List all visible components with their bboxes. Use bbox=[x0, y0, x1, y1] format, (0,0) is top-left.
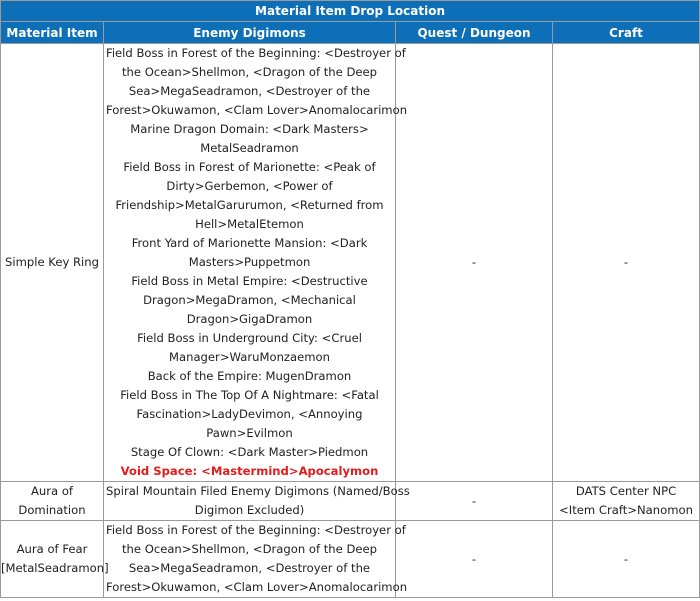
header-enemy-digimons: Enemy Digimons bbox=[104, 22, 396, 44]
enemy-line: the Ocean>Shellmon, <Dragon of the Deep bbox=[121, 542, 378, 556]
table-row bbox=[1, 44, 700, 482]
header-material-item: Material Item bbox=[1, 22, 104, 44]
enemy-line: Forest>Okuwamon, <Clam Lover>Anomalocarimon bbox=[106, 580, 408, 594]
enemy-cell bbox=[104, 44, 408, 482]
enemy-line: Field Boss in Metal Empire: <Destructive bbox=[131, 274, 368, 288]
quest-cell: - bbox=[396, 44, 553, 482]
material-name: [MetalSeadramon] bbox=[1, 561, 109, 575]
material-name: Aura of Fear bbox=[16, 542, 88, 556]
enemy-line-highlight: Void Space: <Mastermind>Apocalymon bbox=[120, 464, 379, 478]
enemy-line: Dirty>Gerbemon, <Power of bbox=[166, 179, 333, 193]
craft-cell bbox=[553, 521, 700, 598]
enemy-line: Manager>WaruMonzaemon bbox=[169, 350, 330, 364]
craft-value: - bbox=[623, 255, 629, 269]
material-cell bbox=[1, 482, 104, 521]
enemy-line: Sea>MegaSeadramon, <Destroyer of the bbox=[128, 84, 371, 98]
table-row bbox=[1, 521, 700, 598]
material-name: Aura of bbox=[30, 484, 73, 498]
enemy-line: Field Boss in Forest of the Beginning: <Destroyer of bbox=[106, 523, 406, 537]
enemy-cell bbox=[104, 482, 410, 521]
enemy-line: Hell>MetalEtemon bbox=[195, 217, 304, 231]
enemy-line: Spiral Mountain Filed Enemy Digimons (Named/Boss bbox=[106, 484, 410, 498]
craft-value: <Item Craft>Nanomon bbox=[559, 503, 693, 517]
enemy-line: Front Yard of Marionette Mansion: <Dark bbox=[131, 236, 368, 250]
craft-cell bbox=[553, 44, 700, 482]
quest-cell: - bbox=[396, 521, 553, 598]
enemy-line: Marine Dragon Domain: <Dark Masters> bbox=[130, 122, 369, 136]
quest-cell: - bbox=[396, 482, 553, 521]
material-name: Simple Key Ring bbox=[5, 255, 99, 269]
enemy-line: Dragon>MegaDramon, <Mechanical bbox=[143, 293, 356, 307]
enemy-line: Masters>Puppetmon bbox=[188, 255, 311, 269]
craft-value: - bbox=[623, 551, 629, 566]
header-quest-dungeon: Quest / Dungeon bbox=[396, 22, 553, 44]
enemy-line: Digimon Excluded) bbox=[194, 503, 305, 517]
enemy-line: Field Boss in Underground City: <Cruel bbox=[137, 331, 362, 345]
craft-value: DATS Center NPC bbox=[575, 484, 677, 498]
enemy-line: Field Boss in The Top Of A Nightmare: <Fatal bbox=[120, 388, 379, 402]
enemy-line: Sea>MegaSeadramon, <Destroyer of the bbox=[128, 561, 371, 575]
table-header-row bbox=[1, 22, 700, 44]
enemy-line: Forest>Okuwamon, <Clam Lover>Anomalocarimon bbox=[106, 103, 408, 117]
table-title: Material Item Drop Location bbox=[1, 1, 700, 22]
table-title-row bbox=[1, 1, 700, 22]
enemy-line: Fascination>LadyDevimon, <Annoying bbox=[136, 407, 363, 421]
material-cell bbox=[1, 44, 104, 482]
enemy-line: MetalSeadramon bbox=[200, 141, 299, 155]
enemy-line: Back of the Empire: MugenDramon bbox=[147, 369, 352, 383]
enemy-line: Dragon>GigaDramon bbox=[186, 312, 313, 326]
table-row bbox=[1, 482, 700, 521]
enemy-line: Friendship>MetalGarurumon, <Returned from bbox=[115, 198, 384, 212]
enemy-cell bbox=[104, 521, 408, 598]
enemy-line: Field Boss in Forest of the Beginning: <Destroyer of bbox=[106, 46, 406, 60]
header-craft: Craft bbox=[553, 22, 700, 44]
enemy-line: Pawn>Evilmon bbox=[206, 426, 293, 440]
enemy-line: Field Boss in Forest of Marionette: <Peak of bbox=[123, 160, 376, 174]
material-name: Domination bbox=[18, 503, 86, 517]
enemy-line: the Ocean>Shellmon, <Dragon of the Deep bbox=[121, 65, 378, 79]
enemy-line: Stage Of Clown: <Dark Master>Piedmon bbox=[130, 445, 369, 459]
material-cell bbox=[1, 521, 109, 598]
craft-cell bbox=[553, 482, 700, 521]
